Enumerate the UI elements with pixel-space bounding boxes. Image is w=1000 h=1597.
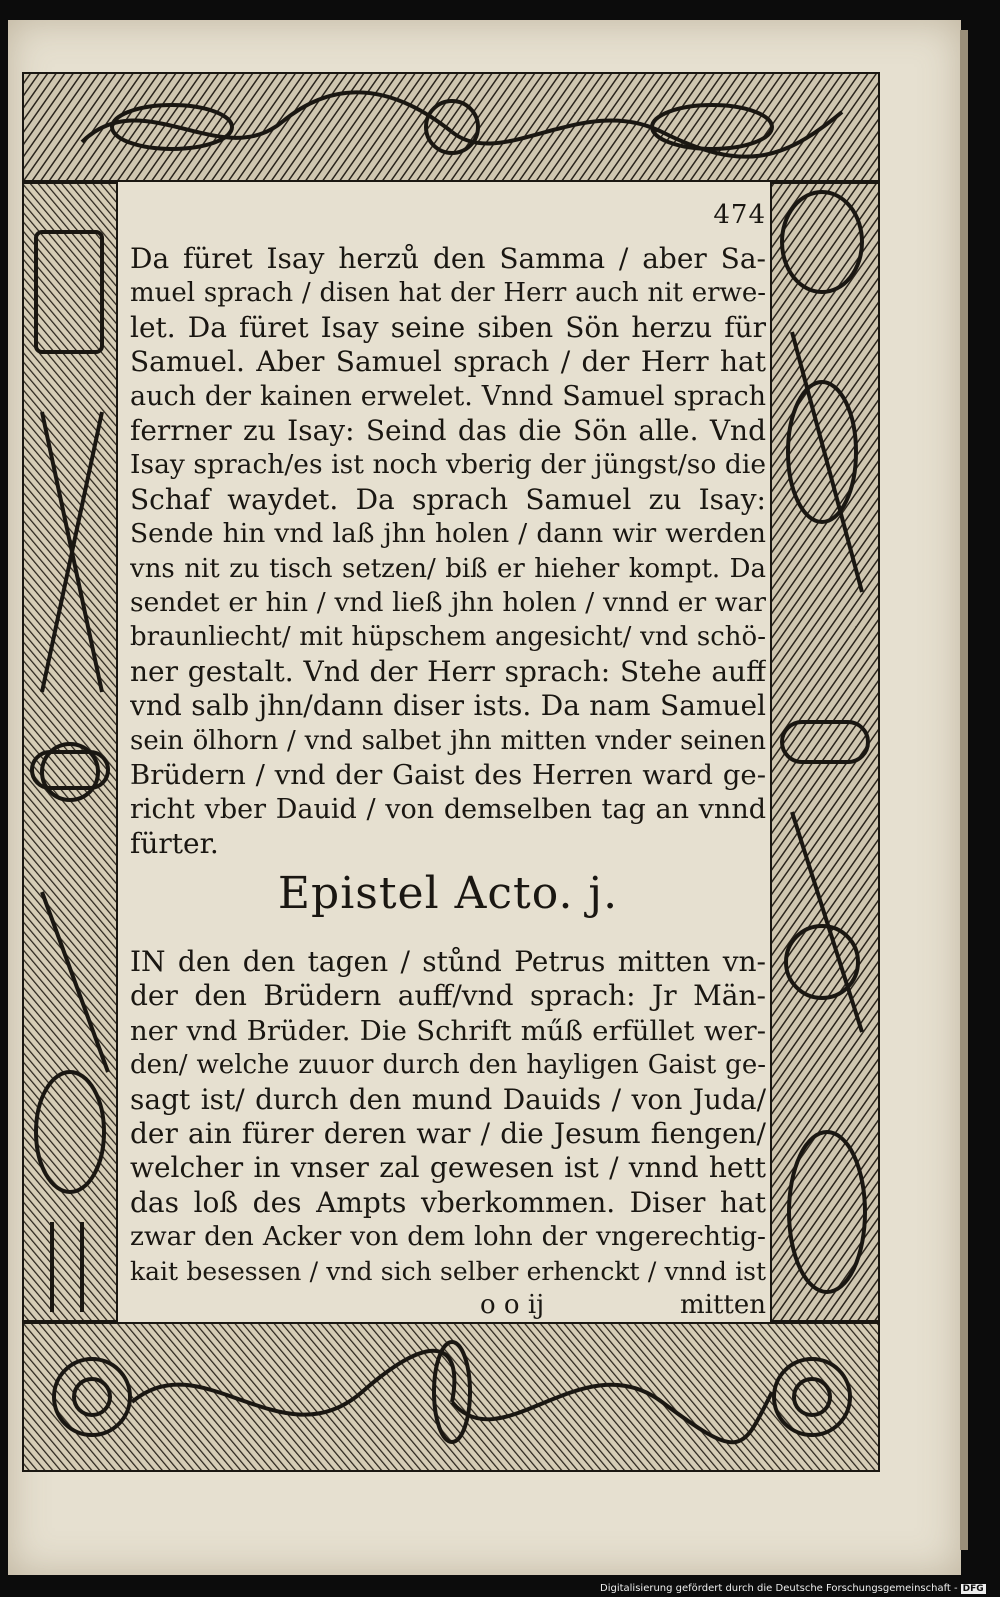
page-number: 474 xyxy=(713,200,766,230)
text-line: der den Brüdern auff/vnd sprach: Jr Män- xyxy=(130,979,766,1013)
text-line: Samuel. Aber Samuel sprach / der Herr hat xyxy=(130,345,766,379)
signature-mark: o o ij xyxy=(480,1290,545,1320)
text-line: Isay sprach/es ist noch vberig der jüngst/so die xyxy=(130,449,766,481)
catchword: mitten xyxy=(680,1290,766,1320)
credit-text: Digitalisierung gefördert durch die Deutsche Forschungsgemeinschaft - xyxy=(600,1583,958,1594)
text-line: fürter. xyxy=(130,826,219,860)
text-line: den/ welche zuuor durch den hayligen Gaist ge- xyxy=(130,1050,766,1081)
text-line: vnd salb jhn/dann diser ists. Da nam Samuel xyxy=(130,689,766,723)
text-line: sagt ist/ durch den mund Dauids / von Juda/ xyxy=(130,1082,766,1116)
text-line: Da füret Isay herzů den Samma / aber Sa- xyxy=(130,242,766,275)
text-line: ner gestalt. Vnd der Herr sprach: Stehe auff xyxy=(130,654,766,688)
text-line: welcher in vnser zal gewesen ist / vnnd hett xyxy=(130,1151,766,1185)
text-line: braunliecht/ mit hüpschem angesicht/ vnd schö- xyxy=(130,622,766,653)
text-line: muel sprach / disen hat der Herr auch nit erwe- xyxy=(130,278,766,309)
text-line: der ain fürer deren war / die Jesum fiengen/ xyxy=(130,1117,766,1151)
text-line: das loß des Ampts vberkommen. Diser hat xyxy=(130,1185,766,1219)
text-line: IN den den tagen / stůnd Petrus mitten vn- xyxy=(130,945,766,978)
section-heading: Epistel Acto. j. xyxy=(277,868,619,919)
text-line: let. Da füret Isay seine siben Sön herzu für xyxy=(130,310,766,344)
passage-samuel xyxy=(130,242,766,861)
text-line: ner vnd Brüder. Die Schrift műß erfüllet wer- xyxy=(130,1014,766,1047)
dfg-logo: DFG xyxy=(962,1584,984,1594)
text-line: richt vber Dauid / von demselben tag an vnnd xyxy=(130,793,766,825)
passage-acts xyxy=(130,945,766,1289)
digitization-credit xyxy=(600,1583,1000,1597)
text-line: sendet er hin / vnd ließ jhn holen / vnnd er war xyxy=(130,587,766,619)
text-line: vns nit zu tisch setzen/ biß er hieher kompt. Da xyxy=(130,553,766,584)
text-line: kait besessen / vnd sich selber erhenckt / vnnd ist xyxy=(130,1256,766,1286)
text-line: auch der kainen erwelet. Vnnd Samuel sprach xyxy=(130,380,766,412)
text-line: ferrner zu Isay: Seind das die Sön alle. Vnd xyxy=(130,414,766,448)
text-line: Brüdern / vnd der Gaist des Herren ward ge- xyxy=(130,759,766,792)
text-line: sein ölhorn / vnd salbet jhn mitten vnder seinen xyxy=(130,725,766,756)
text-block xyxy=(130,200,766,1330)
text-line: Schaf waydet. Da sprach Samuel zu Isay: xyxy=(130,482,766,516)
text-line: Sende hin vnd laß jhn holen / dann wir werden xyxy=(130,518,766,550)
text-line: zwar den Acker von dem lohn der vngerechtig- xyxy=(130,1221,766,1253)
page-edge xyxy=(960,30,968,1550)
